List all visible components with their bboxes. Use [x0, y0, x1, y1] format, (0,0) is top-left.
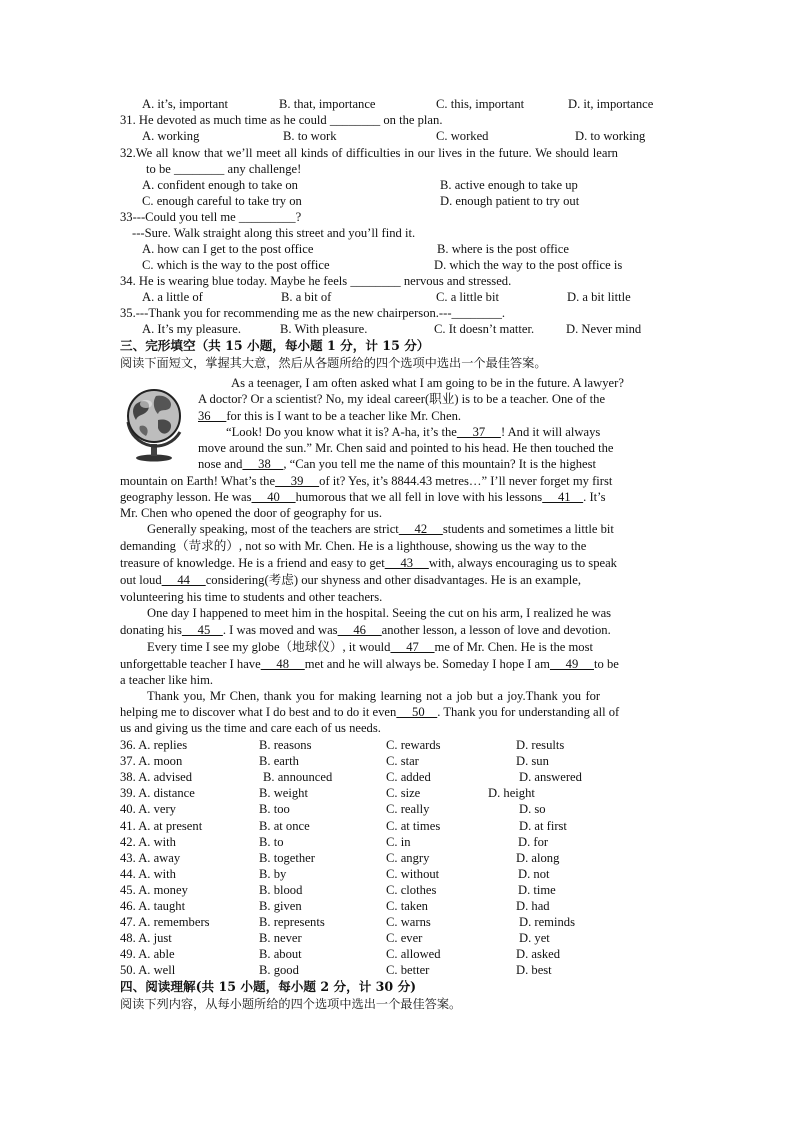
answer-36-b: B. reasons	[259, 738, 312, 752]
passage-line-15: One day I happened to meet him in the hospital. Seeing the cut on his arm, I realized he was	[147, 606, 612, 620]
answer-39-d: D. height	[488, 786, 535, 801]
answer-46-d: D. had	[516, 899, 550, 913]
answer-42-b: B. to	[259, 834, 284, 849]
q31-option-a: A. working	[142, 129, 200, 143]
q35-option-a: A. It’s my pleasure.	[142, 322, 241, 336]
q33-option-a: A. how can I get to the post office	[142, 242, 314, 256]
q33-option-c: C. which is the way to the post office	[142, 258, 330, 272]
q31-option-c: C. worked	[436, 129, 489, 143]
passage-line-2: A doctor? Or a scientist? No, my ideal career(职业) is to be a teacher. One of the	[198, 392, 606, 406]
q33-stem-line2: ---Sure. Walk straight along this street and you’ll find it.	[132, 226, 416, 240]
answer-41-b: B. at once	[259, 818, 310, 833]
answer-42-c: C. in	[386, 834, 411, 849]
q31-option-b: B. to work	[283, 129, 337, 143]
passage-line-8: geography lesson. He was 40 humorous that we all fell in love with his lessons 41 . It’s	[120, 490, 606, 504]
passage-line-13: out loud 44 considering(考虑) our shyness and other disadvantages. He is an example,	[120, 573, 581, 587]
answer-46-a: 46. A. taught	[120, 899, 186, 913]
passage-line-18: unforgettable teacher I have 48 met and he will always be. Someday I hope I am 49 to be	[120, 657, 619, 671]
answer-41-a: 41. A. at present	[120, 818, 203, 833]
q30-option-a: A. it’s, important	[142, 97, 229, 111]
answer-50-c: C. better	[386, 963, 430, 978]
passage-line-9: Mr. Chen who opened the door of geography for us.	[120, 506, 382, 520]
answer-42-d: D. for	[518, 834, 549, 849]
answer-38-d: D. answered	[519, 770, 582, 785]
answer-39-b: B. weight	[259, 786, 308, 801]
answer-44-d: D. not	[518, 866, 550, 881]
answer-40-d: D. so	[519, 802, 546, 817]
answer-37-d: D. sun	[516, 754, 549, 769]
q35-stem: 35.---Thank you for recommending me as the new chairperson.---________.	[120, 306, 506, 320]
q34-option-a: A. a little of	[142, 290, 203, 304]
q34-option-c: C. a little bit	[436, 290, 499, 304]
q33-stem-line1: 33---Could you tell me _________?	[120, 210, 302, 224]
answer-43-a: 43. A. away	[120, 850, 181, 865]
section4-instruction: 阅读下列内容，从每小题所给的四个选项中选出一个最佳答案。	[120, 997, 462, 1011]
answer-47-b: B. represents	[259, 915, 325, 930]
q32-option-b: B. active enough to take up	[440, 178, 578, 192]
section3-title: 三、完形填空（共 15 小题，每小题 1 分，计 15 分）	[120, 338, 430, 353]
answer-49-a: 49. A. able	[120, 947, 175, 962]
answer-48-d: D. yet	[519, 931, 550, 946]
passage-line-11: demanding（苛求的）, not so with Mr. Chen. He is a lighthouse, showing us the way to the	[120, 539, 587, 553]
answer-41-c: C. at times	[386, 818, 441, 833]
answer-46-b: B. given	[259, 899, 302, 913]
answer-48-a: 48. A. just	[120, 931, 172, 946]
q35-option-b: B. With pleasure.	[280, 322, 368, 336]
answer-47-a: 47. A. remembers	[120, 915, 210, 930]
answer-39-c: C. size	[386, 786, 421, 801]
passage-line-3: 36 for this is I want to be a teacher like Mr. Chen.	[198, 409, 462, 423]
answer-38-a: 38. A. advised	[120, 770, 193, 785]
passage-line-10: Generally speaking, most of the teachers are strict 42 students and sometimes a little bit	[147, 522, 614, 536]
answer-44-a: 44. A. with	[120, 866, 176, 881]
answer-42-a: 42. A. with	[120, 834, 176, 849]
answer-37-c: C. star	[386, 754, 419, 769]
q34-option-d: D. a bit little	[567, 290, 631, 304]
answer-50-b: B. good	[259, 963, 299, 978]
answer-49-c: C. allowed	[386, 947, 441, 962]
q35-option-d: D. Never mind	[566, 322, 642, 336]
answer-49-d: D. asked	[516, 947, 561, 962]
passage-line-20: Thank you, Mr Chen, thank you for making learning not a job but a joy.Thank you for	[147, 689, 601, 703]
q34-option-b: B. a bit of	[281, 290, 332, 304]
section3-instruction: 阅读下面短文，掌握其大意，然后从各题所给的四个选项中选出一个最佳答案。	[120, 356, 547, 370]
answer-41-d: D. at first	[519, 818, 567, 833]
q31-stem: 31. He devoted as much time as he could ________ on the plan.	[120, 113, 443, 127]
answer-45-c: C. clothes	[386, 882, 437, 897]
passage-line-14: volunteering his time to students and other teachers.	[120, 590, 383, 604]
q34-stem: 34. He is wearing blue today. Maybe he feels ________ nervous and stressed.	[120, 274, 512, 288]
passage-line-6: nose and 38 , “Can you tell me the name of this mountain? It is the highest	[198, 457, 597, 471]
passage-line-12: treasure of knowledge. He is a friend and easy to get 43 with, always encouraging us to speak	[120, 556, 617, 570]
answer-50-a: 50. A. well	[120, 963, 176, 978]
q32-stem-line2: to be ________ any challenge!	[146, 162, 302, 176]
answer-39-a: 39. A. distance	[120, 786, 195, 801]
answer-48-c: C. ever	[386, 931, 423, 946]
answer-45-b: B. blood	[259, 882, 303, 897]
answer-40-b: B. too	[259, 802, 290, 817]
answer-48-b: B. never	[259, 931, 302, 946]
passage-line-17: Every time I see my globe（地球仪）, it would 47 me of Mr. Chen. He is the most	[147, 640, 593, 654]
passage-line-19: a teacher like him.	[120, 673, 214, 687]
q32-option-a: A. confident enough to take on	[142, 178, 298, 192]
answer-43-d: D. along	[516, 850, 560, 865]
answer-45-a: 45. A. money	[120, 882, 188, 897]
section4-title: 四、阅读理解(共 15 小题，每小题 2 分，计 30 分)	[120, 979, 417, 994]
answer-50-d: D. best	[516, 963, 552, 978]
q32-option-c: C. enough careful to take try on	[142, 194, 302, 208]
answer-37-b: B. earth	[259, 754, 299, 769]
q30-option-d: D. it, importance	[568, 97, 654, 111]
passage-line-22: us and giving us the time and care each of us needs.	[120, 721, 381, 735]
passage-line-4: “Look! Do you know what it is? A-ha, it’s the 37 ! And it will always	[226, 425, 601, 439]
answer-40-c: C. really	[386, 802, 430, 817]
q33-option-d: D. which the way to the post office is	[434, 258, 623, 272]
passage-line-5: move around the sun.” Mr. Chen said and pointed to his head. He then touched the	[198, 441, 614, 455]
q31-option-d: D. to working	[575, 129, 646, 143]
passage-line-7: mountain on Earth! What’s the 39 of it? Yes, it’s 8844.43 metres…” I’ll never forget my first	[120, 474, 613, 488]
answer-47-c: C. warns	[386, 915, 431, 930]
answer-44-c: C. without	[386, 866, 440, 881]
q32-option-d: D. enough patient to try out	[440, 194, 580, 208]
answer-43-c: C. angry	[386, 850, 430, 865]
answer-49-b: B. about	[259, 947, 302, 962]
answer-38-c: C. added	[386, 770, 431, 785]
answer-44-b: B. by	[259, 866, 287, 881]
globe-icon	[118, 382, 190, 462]
answer-38-b: B. announced	[263, 770, 333, 785]
passage-line-16: donating his 45 . I was moved and was 46 another lesson, a lesson of love and devotion.	[120, 623, 611, 637]
answer-36-d: D. results	[516, 738, 565, 752]
answer-46-c: C. taken	[386, 899, 428, 913]
answer-40-a: 40. A. very	[120, 802, 176, 817]
answer-36-c: C. rewards	[386, 738, 441, 752]
answer-36-a: 36. A. replies	[120, 738, 188, 752]
passage-line-1: As a teenager, I am often asked what I am going to be in the future. A lawyer?	[231, 376, 624, 390]
q30-option-b: B. that, importance	[279, 97, 376, 111]
q30-option-c: C. this, important	[436, 97, 525, 111]
answer-43-b: B. together	[259, 850, 315, 865]
passage-line-21: helping me to discover what I do best and to do it even 50 . Thank you for understanding all of	[120, 705, 620, 719]
q35-option-c: C. It doesn’t matter.	[434, 322, 535, 336]
q32-stem-line1: 32.We all know that we’ll meet all kinds of difficulties in our lives in the future. We should learn	[120, 146, 618, 160]
answer-37-a: 37. A. moon	[120, 754, 183, 769]
answer-47-d: D. reminds	[519, 915, 575, 930]
q33-option-b: B. where is the post office	[437, 242, 569, 256]
answer-45-d: D. time	[518, 882, 556, 897]
